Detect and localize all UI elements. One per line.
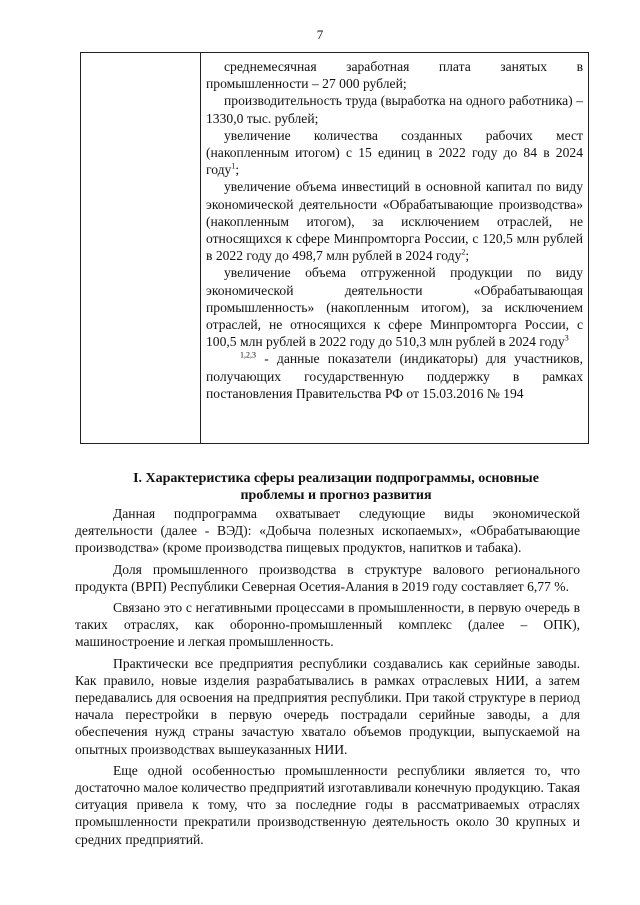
footnote-marks: 1,2,3 — [240, 350, 256, 360]
target-item-productivity: производительность труда (выработка на одного работника) – 1330,0 тыс. рублей; — [206, 93, 583, 126]
target-item-salary: среднемесячная заработная плата занятых в промышленности – 27 000 рублей; — [206, 59, 583, 92]
section-body — [75, 505, 580, 852]
page-number: 7 — [316, 27, 324, 42]
body-paragraph: Связано это с негативными процессами в промышленности, в первую очередь в таких отраслях, как оборонно-промышленный комплекс (далее – ОПК), машиностроение и легкая промышленность. — [75, 600, 580, 650]
target-item-investment: увеличение объема инвестиций в основной капитал по виду экономической деятельности «Обрабатывающие производства» (накопленным итогом), за исключением отраслей, не относящихся к сфере Минпромторга России, с 120,5 млн рублей в 2022 году до 498,7 млн рублей в 2024 году$^2$; — [206, 179, 583, 264]
footnote-mark: 1 — [231, 161, 236, 171]
section-heading-line-2: проблемы и прогноз развития — [240, 488, 432, 504]
footnote-note: $^{1,2,3}$ - данные показатели (индикаторы) для участников, получающих государственную поддержку в рамках постановления Правительства РФ от 15.03.2016 № 194 — [206, 350, 583, 401]
body-paragraph: Данная подпрограмма охватывает следующие виды экономической деятельности (далее - ВЭД): «Добыча полезных ископаемых», «Обрабатывающие производства» (кроме производства пищевых продуктов, напитков и табака). — [75, 506, 580, 556]
section-heading-line-1: I. Характеристика сферы реализации подпрограммы, основные — [133, 471, 539, 486]
target-item-shipped-products: увеличение объема отгруженной продукции по виду экономической деятельности «Обрабатывающая промышленность» (накопленным итогом), за исключением отраслей, не относящихся к сфере Минпромторга России, с 100,5 млн рублей в 2022 году до 510,3 млн рублей в 2024 году$^3$ — [206, 265, 583, 350]
section-heading — [80, 470, 592, 504]
footnote-mark: 2 — [461, 247, 466, 257]
footnote-mark: 3 — [564, 333, 569, 343]
targets-table — [80, 52, 589, 444]
table-column-divider — [200, 53, 201, 443]
body-paragraph: Доля промышленного производства в структуре валового регионального продукта (ВРП) Республики Северная Осетия-Алания в 2019 году составляет 6,77 %. — [75, 561, 580, 594]
body-paragraph: Еще одной особенностью промышленности республики является то, что достаточно малое количество предприятий изготавливали конечную продукцию. Такая ситуация привела к тому, что за последние годы в рассматриваемых отраслях промышленности прекратили производственную деятельность около 30 крупных и средних предприятий. — [75, 762, 580, 847]
target-item-jobs: увеличение количества созданных рабочих мест (накопленным итогом) с 15 единиц в 2022 году до 84 в 2024 году$^1$; — [206, 127, 583, 178]
body-paragraph: Практически все предприятия республики создавались как серийные заводы. Как правило, новые изделия разрабатывались в рамках отраслевых НИИ, а затем передавались для освоения на предприятия республики. При такой структуре в период начала перестройки в первую очередь пострадали серийные заводы, а для обеспечения нужд страны зачастую хватало объемов продукции, выпускаемой на опытных производствах вышеуказанных НИИ. — [75, 655, 580, 757]
targets-cell — [206, 58, 583, 402]
